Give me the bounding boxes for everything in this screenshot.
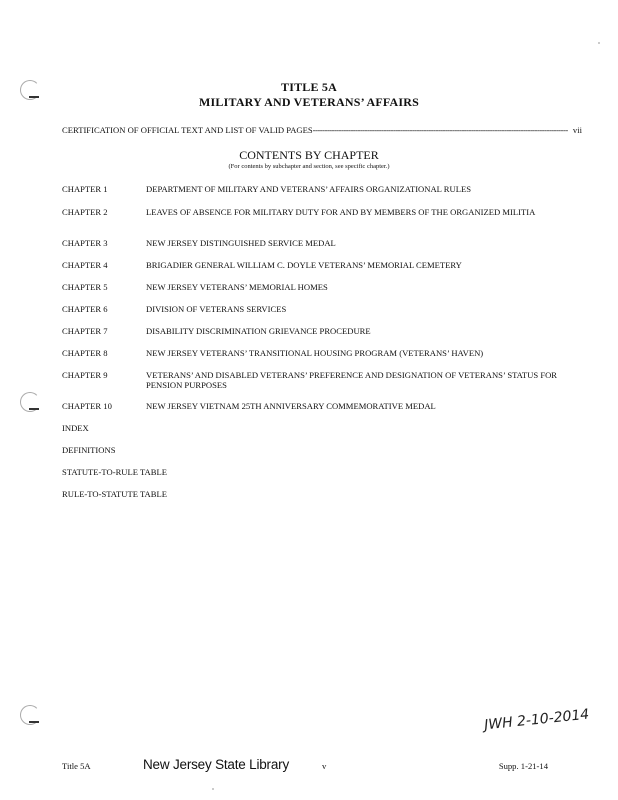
page-number: v (322, 761, 327, 771)
chapter-row (62, 282, 582, 304)
page-footer (0, 757, 618, 777)
chapter-title: DEPARTMENT OF MILITARY AND VETERANS’ AFFAIRS ORGANIZATIONAL RULES (146, 184, 471, 194)
chapter-number: CHAPTER 5 (62, 282, 108, 292)
dot-leader: ------------------------------------------------------------------------------------------------------------ (312, 125, 568, 135)
chapter-title: NEW JERSEY DISTINGUISHED SERVICE MEDAL (146, 238, 336, 248)
back-matter-list (62, 423, 167, 511)
chapter-number: CHAPTER 4 (62, 260, 108, 270)
statute-to-rule-entry: STATUTE-TO-RULE TABLE (62, 467, 167, 477)
title-name: MILITARY AND VETERANS’ AFFAIRS (199, 95, 419, 109)
chapter-row (62, 348, 582, 370)
contents-note: (For contents by subchapter and section, see specific chapter.) (228, 163, 390, 170)
chapter-row (62, 207, 582, 238)
chapter-title: NEW JERSEY VIETNAM 25TH ANNIVERSARY COMMEMORATIVE MEDAL (146, 401, 436, 411)
chapter-number: CHAPTER 9 (62, 370, 108, 380)
certification-text: CERTIFICATION OF OFFICIAL TEXT AND LIST OF VALID PAGES (62, 125, 313, 135)
rule-to-statute-entry: RULE-TO-STATUTE TABLE (62, 489, 167, 499)
certification-page: vii (572, 125, 582, 135)
title-number: TITLE 5A (281, 80, 337, 94)
chapter-number: CHAPTER 10 (62, 401, 112, 411)
contents-header (0, 148, 618, 171)
chapter-title: NEW JERSEY VETERANS’ TRANSITIONAL HOUSING PROGRAM (VETERANS’ HAVEN) (146, 348, 484, 358)
chapter-number: CHAPTER 8 (62, 348, 108, 358)
chapter-title: DIVISION OF VETERANS SERVICES (146, 304, 287, 314)
chapter-title: VETERANS’ AND DISABLED VETERANS’ PREFERENCE AND DESIGNATION OF VETERANS’ STATUS FOR PENSION PURPOSES (146, 370, 558, 390)
chapter-row (62, 304, 582, 326)
punch-hole-bottom (20, 705, 40, 725)
chapter-row (62, 184, 582, 207)
chapter-number: CHAPTER 1 (62, 184, 108, 194)
library-stamp: New Jersey State Library (143, 757, 290, 772)
chapter-title: LEAVES OF ABSENCE FOR MILITARY DUTY FOR AND BY MEMBERS OF THE ORGANIZED MILITIA (146, 207, 536, 217)
punch-hole-middle (20, 392, 40, 412)
scan-speck (212, 788, 214, 790)
chapter-row (62, 238, 582, 260)
chapter-list (62, 184, 582, 423)
chapter-row (62, 401, 582, 423)
chapter-row (62, 260, 582, 282)
supplement-date: Supp. 1-21-14 (498, 761, 548, 771)
handwritten-initials-date: JWH 2-10-2014 (483, 706, 590, 734)
chapter-number: CHAPTER 7 (62, 326, 108, 336)
scan-speck (598, 42, 600, 44)
chapter-row (62, 370, 582, 401)
definitions-entry: DEFINITIONS (62, 445, 116, 455)
index-entry: INDEX (62, 423, 89, 433)
chapter-row (62, 326, 582, 348)
chapter-number: CHAPTER 2 (62, 207, 108, 217)
certification-line (62, 125, 582, 135)
chapter-title: BRIGADIER GENERAL WILLIAM C. DOYLE VETERANS’ MEMORIAL CEMETERY (146, 260, 462, 270)
chapter-title: DISABILITY DISCRIMINATION GRIEVANCE PROCEDURE (146, 326, 371, 336)
chapter-title: NEW JERSEY VETERANS’ MEMORIAL HOMES (146, 282, 328, 292)
chapter-number: CHAPTER 3 (62, 238, 108, 248)
footer-title: Title 5A (62, 761, 91, 771)
title-block (0, 80, 618, 110)
contents-title: CONTENTS BY CHAPTER (239, 148, 379, 162)
chapter-number: CHAPTER 6 (62, 304, 108, 314)
